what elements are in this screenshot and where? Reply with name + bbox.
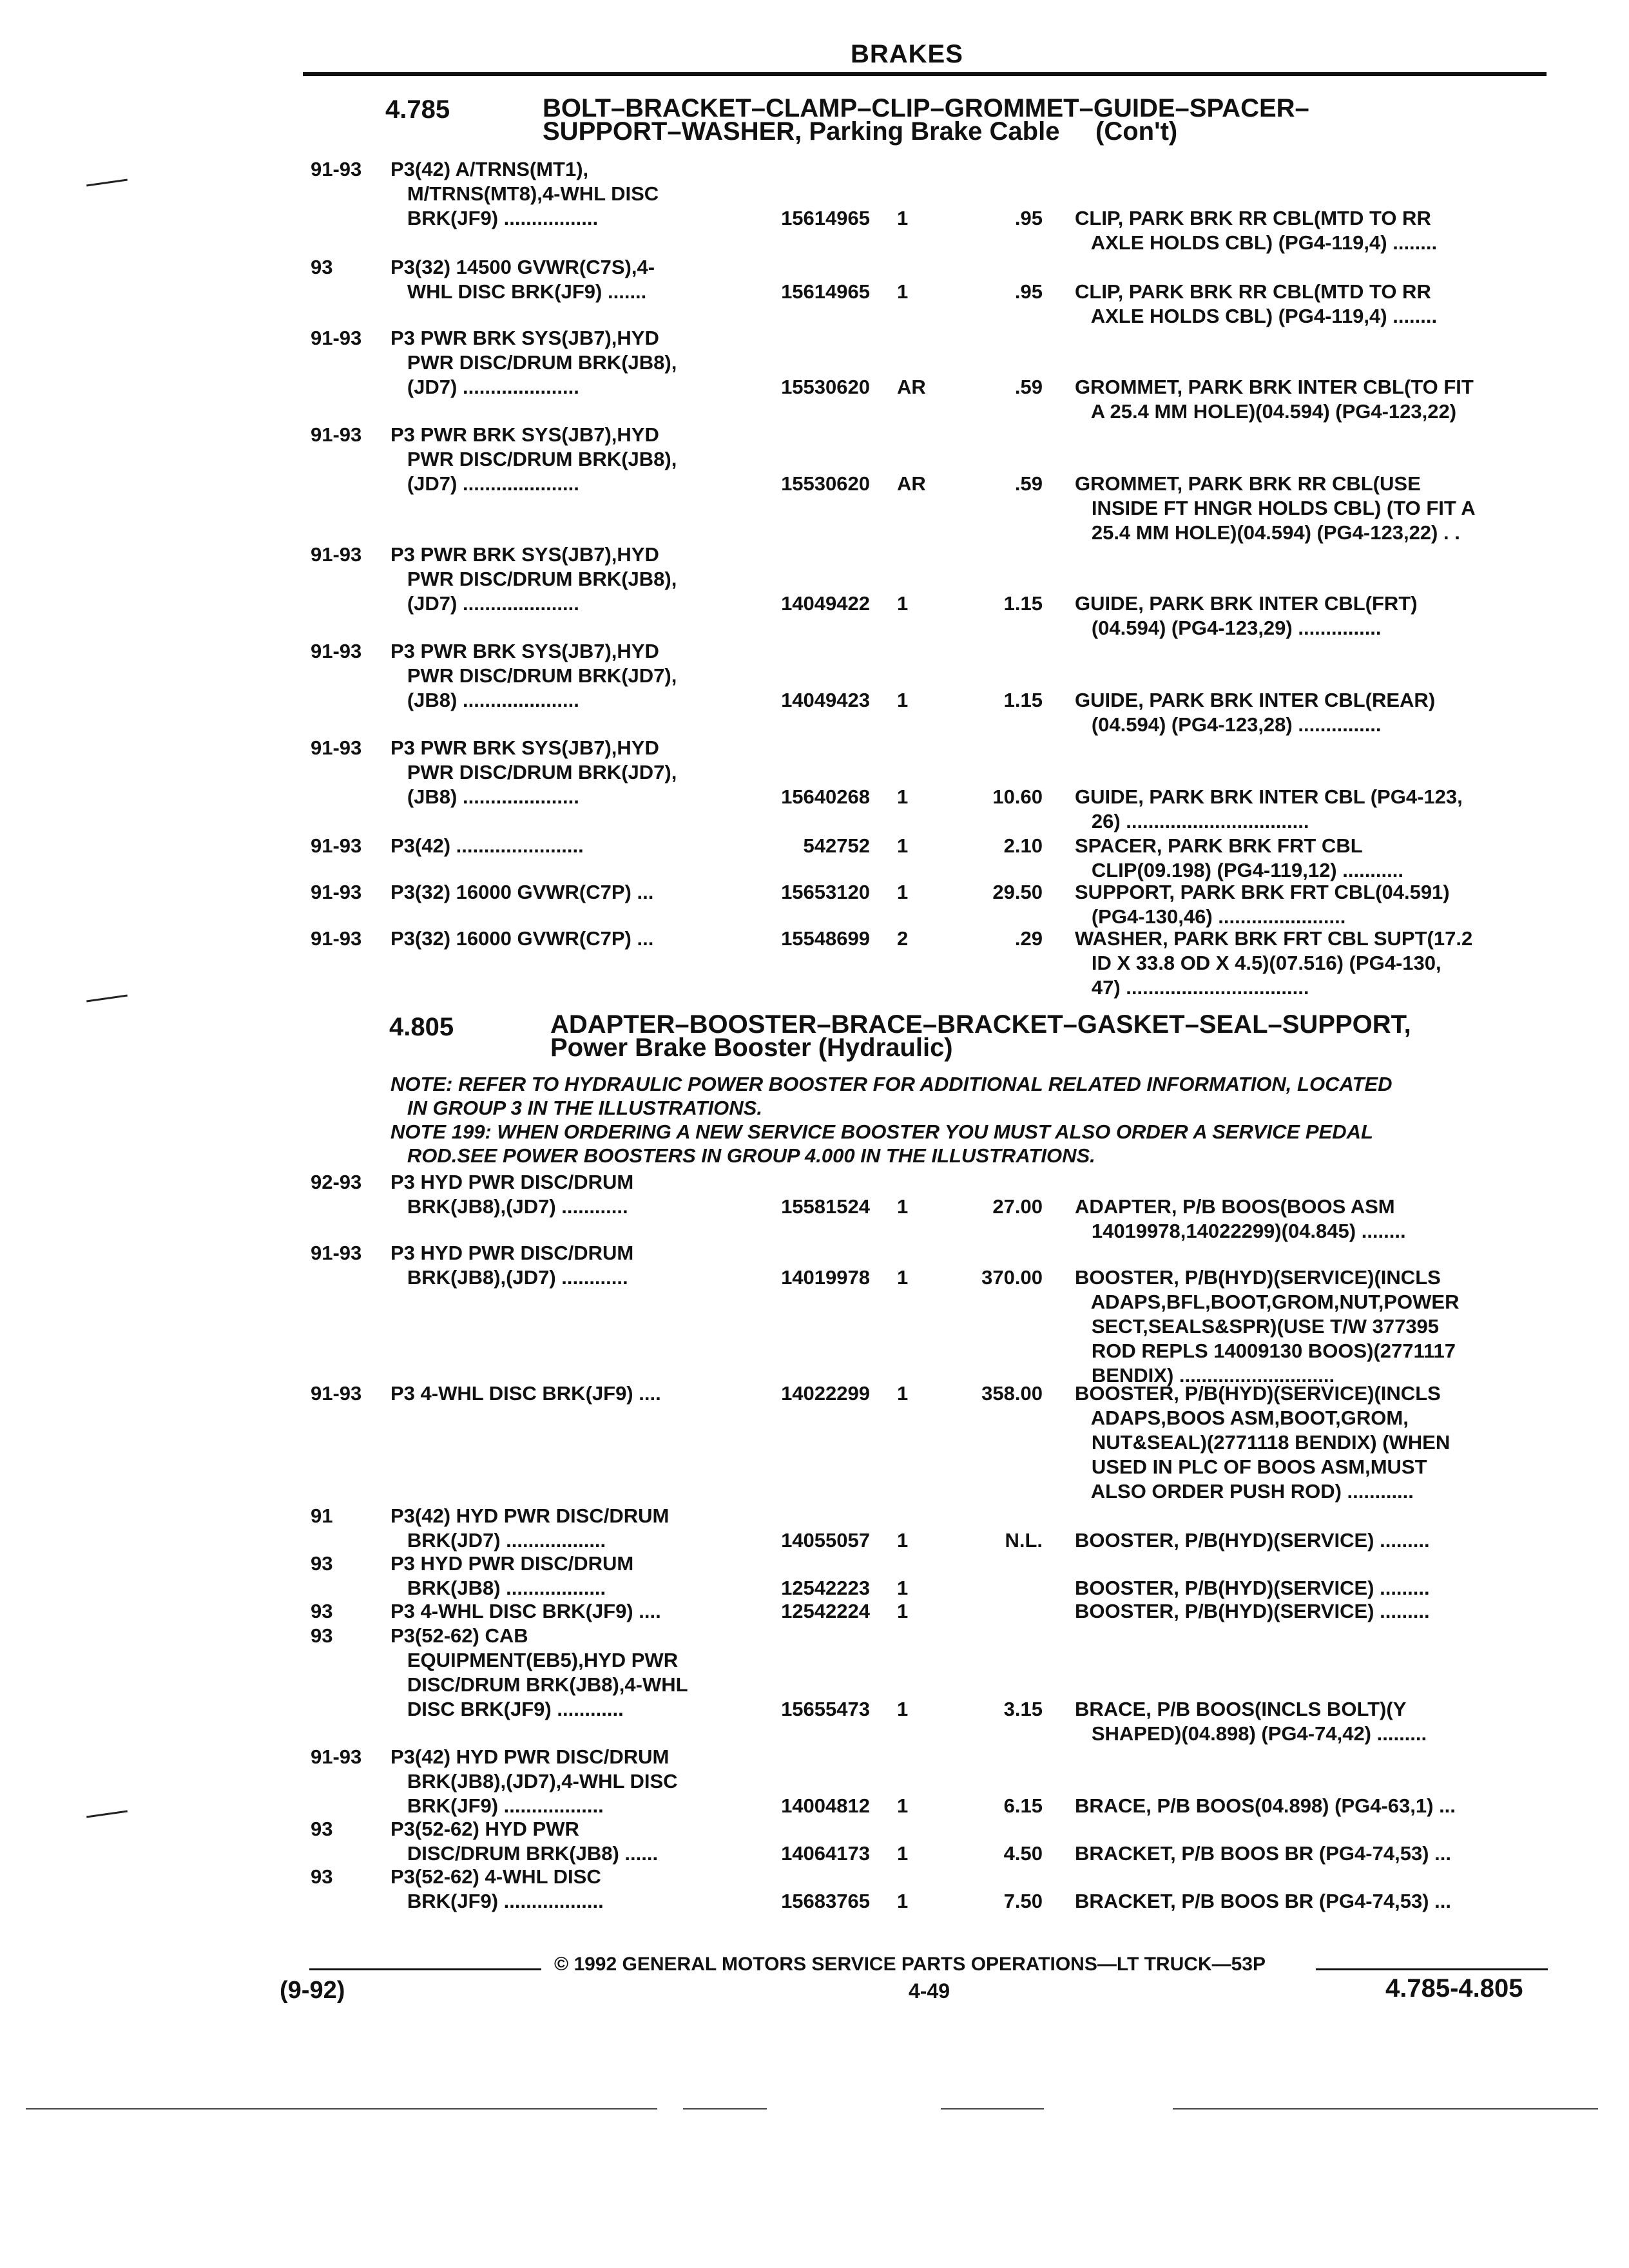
application-desc: P3 PWR BRK SYS(JB7),HYD PWR DISC/DRUM BRK(JB8), (JD7) ..................... xyxy=(390,327,677,398)
quantity: 1 xyxy=(897,207,909,229)
model-year: 93 xyxy=(311,256,333,278)
part-name: CLIP, PARK BRK RR CBL(MTD TO RR AXLE HOLDS CBL) (PG4-119,4) ........ xyxy=(1075,207,1438,254)
part-name: GROMMET, PARK BRK INTER CBL(TO FIT A 25.4 MM HOLE)(04.594) (PG4-123,22) xyxy=(1075,376,1474,423)
part-number: 14049423 xyxy=(781,689,870,711)
model-year: 91-93 xyxy=(311,158,362,180)
part-number: 15581524 xyxy=(781,1195,870,1218)
part-number: 14022299 xyxy=(781,1382,870,1405)
part-number: 15640268 xyxy=(781,785,870,808)
quantity: 2 xyxy=(897,927,909,950)
quantity: 1 xyxy=(897,689,909,711)
application-desc: P3(42) ....................... xyxy=(390,834,584,857)
quantity: 1 xyxy=(897,1698,909,1720)
quantity: AR xyxy=(897,472,926,495)
part-name: BRACKET, P/B BOOS BR (PG4-74,53) ... xyxy=(1075,1842,1451,1865)
quantity: 1 xyxy=(897,834,909,857)
model-year: 91-93 xyxy=(311,736,362,759)
price: 7.50 xyxy=(1003,1890,1043,1912)
margin-mark xyxy=(86,1811,128,1818)
application-desc: P3 PWR BRK SYS(JB7),HYD PWR DISC/DRUM BRK(JD7), (JB8) ..................... xyxy=(390,640,677,711)
part-number: 15530620 xyxy=(781,376,870,398)
application-desc: P3 PWR BRK SYS(JB7),HYD PWR DISC/DRUM BRK(JD7), (JB8) ..................... xyxy=(390,736,677,808)
price: .95 xyxy=(1014,207,1043,229)
footer-date-code: (9-92) xyxy=(280,1977,345,2004)
part-name: GUIDE, PARK BRK INTER CBL(FRT) (04.594) (PG4-123,29) ............... xyxy=(1075,592,1418,639)
part-number: 15614965 xyxy=(781,207,870,229)
model-year: 93 xyxy=(311,1624,333,1647)
model-year: 91-93 xyxy=(311,1745,362,1768)
price: 4.50 xyxy=(1003,1842,1043,1865)
quantity: 1 xyxy=(897,1890,909,1912)
footer-rule-right xyxy=(1316,1968,1548,1970)
application-desc: P3(32) 16000 GVWR(C7P) ... xyxy=(390,881,654,903)
application-desc: P3 HYD PWR DISC/DRUM BRK(JB8),(JD7) ............ xyxy=(390,1171,634,1218)
part-name: BOOSTER, P/B(HYD)(SERVICE) ......... xyxy=(1075,1529,1430,1552)
part-name: BRACKET, P/B BOOS BR (PG4-74,53) ... xyxy=(1075,1890,1451,1912)
part-number: 15548699 xyxy=(781,927,870,950)
price: .59 xyxy=(1014,472,1043,495)
part-number: 542752 xyxy=(803,834,870,857)
application-desc: P3(32) 14500 GVWR(C7S),4- WHL DISC BRK(JF9) ....... xyxy=(390,256,655,303)
quantity: 1 xyxy=(897,1600,909,1622)
part-number: 15614965 xyxy=(781,280,870,303)
model-year: 93 xyxy=(311,1865,333,1888)
model-year: 93 xyxy=(311,1600,333,1622)
price: 358.00 xyxy=(981,1382,1043,1405)
footer-section-range: 4.785-4.805 xyxy=(1385,1974,1523,2003)
footer-copyright: © 1992 GENERAL MOTORS SERVICE PARTS OPERATIONS—LT TRUCK—53P xyxy=(554,1954,1266,1975)
quantity: 1 xyxy=(897,1266,909,1289)
scan-rule xyxy=(941,2108,1044,2109)
section-number: 4.785 xyxy=(385,95,450,124)
quantity: 1 xyxy=(897,1842,909,1865)
quantity: 1 xyxy=(897,1382,909,1405)
margin-mark xyxy=(86,179,128,187)
application-desc: P3(42) A/TRNS(MT1), M/TRNS(MT8),4-WHL DISC BRK(JF9) ................. xyxy=(390,158,659,229)
scan-rule xyxy=(683,2108,767,2109)
price: 2.10 xyxy=(1003,834,1043,857)
quantity: AR xyxy=(897,376,926,398)
quantity: 1 xyxy=(897,881,909,903)
part-number: 14055057 xyxy=(781,1529,870,1552)
quantity: 1 xyxy=(897,1195,909,1218)
model-year: 91-93 xyxy=(311,927,362,950)
margin-mark xyxy=(86,995,128,1003)
price: .59 xyxy=(1014,376,1043,398)
price: 1.15 xyxy=(1003,592,1043,615)
model-year: 91-93 xyxy=(311,834,362,857)
price: 6.15 xyxy=(1003,1794,1043,1817)
model-year: 91-93 xyxy=(311,640,362,662)
quantity: 1 xyxy=(897,592,909,615)
model-year: 91-93 xyxy=(311,543,362,566)
model-year: 91-93 xyxy=(311,327,362,349)
part-name: WASHER, PARK BRK FRT CBL SUPT(17.2 ID X 33.8 OD X 4.5)(07.516) (PG4-130, 47) ................................. xyxy=(1075,927,1473,999)
part-name: BOOSTER, P/B(HYD)(SERVICE)(INCLS ADAPS,BFL,BOOT,GROM,NUT,POWER SECT,SEALS&SPR)(USE T/W 377395 ROD REPLS 14009130 BOOS)(2771117 BENDIX) ............................ xyxy=(1075,1266,1460,1387)
price: 1.15 xyxy=(1003,689,1043,711)
model-year: 91 xyxy=(311,1504,333,1527)
price: .95 xyxy=(1014,280,1043,303)
price: 370.00 xyxy=(981,1266,1043,1289)
header-rule xyxy=(303,72,1547,76)
section-number: 4.805 xyxy=(389,1013,454,1041)
part-name: ADAPTER, P/B BOOS(BOOS ASM 14019978,14022299)(04.845) ........ xyxy=(1075,1195,1406,1242)
part-name: GUIDE, PARK BRK INTER CBL(REAR) (04.594) (PG4-123,28) ............... xyxy=(1075,689,1436,736)
application-desc: P3 4-WHL DISC BRK(JF9) .... xyxy=(390,1382,661,1405)
price: .29 xyxy=(1014,927,1043,950)
quantity: 1 xyxy=(897,785,909,808)
quantity: 1 xyxy=(897,1577,909,1599)
part-name: CLIP, PARK BRK RR CBL(MTD TO RR AXLE HOLDS CBL) (PG4-119,4) ........ xyxy=(1075,280,1438,327)
model-year: 91-93 xyxy=(311,1242,362,1264)
part-number: 14049422 xyxy=(781,592,870,615)
application-desc: P3(52-62) CAB EQUIPMENT(EB5),HYD PWR DISC/DRUM BRK(JB8),4-WHL DISC BRK(JF9) ............ xyxy=(390,1624,688,1720)
page-header-title: BRAKES xyxy=(851,40,963,68)
section-title: ADAPTER–BOOSTER–BRACE–BRACKET–GASKET–SEAL–SUPPORT, Power Brake Booster (Hydraulic) xyxy=(550,1010,1411,1062)
application-desc: P3(32) 16000 GVWR(C7P) ... xyxy=(390,927,654,950)
application-desc: P3 PWR BRK SYS(JB7),HYD PWR DISC/DRUM BRK(JB8), (JD7) ..................... xyxy=(390,423,677,495)
model-year: 91-93 xyxy=(311,1382,362,1405)
application-desc: P3(52-62) HYD PWR DISC/DRUM BRK(JB8) ...... xyxy=(390,1818,659,1865)
note-text: NOTE 199: WHEN ORDERING A NEW SERVICE BOOSTER YOU MUST ALSO ORDER A SERVICE PEDAL ROD.SEE POWER BOOSTERS IN GROUP 4.000 IN THE ILLUSTRATIONS. xyxy=(390,1120,1373,1167)
part-name: BRACE, P/B BOOS(INCLS BOLT)(Y SHAPED)(04.898) (PG4-74,42) ......... xyxy=(1075,1698,1427,1745)
price: 10.60 xyxy=(992,785,1043,808)
quantity: 1 xyxy=(897,1794,909,1817)
application-desc: P3 PWR BRK SYS(JB7),HYD PWR DISC/DRUM BRK(JB8), (JD7) ..................... xyxy=(390,543,677,615)
model-year: 93 xyxy=(311,1552,333,1575)
part-number: 14019978 xyxy=(781,1266,870,1289)
price: 29.50 xyxy=(992,881,1043,903)
application-desc: P3(52-62) 4-WHL DISC BRK(JF9) .................. xyxy=(390,1865,604,1912)
part-name: GROMMET, PARK BRK RR CBL(USE INSIDE FT HNGR HOLDS CBL) (TO FIT A 25.4 MM HOLE)(04.594) (PG4-123,22) . . xyxy=(1075,472,1476,544)
part-name: SPACER, PARK BRK FRT CBL CLIP(09.198) (PG4-119,12) ........... xyxy=(1075,834,1403,881)
part-number: 12542224 xyxy=(781,1600,870,1622)
part-number: 15655473 xyxy=(781,1698,870,1720)
model-year: 91-93 xyxy=(311,423,362,446)
model-year: 91-93 xyxy=(311,881,362,903)
application-desc: P3 HYD PWR DISC/DRUM BRK(JB8),(JD7) ............ xyxy=(390,1242,634,1289)
application-desc: P3 HYD PWR DISC/DRUM BRK(JB8) .................. xyxy=(390,1552,634,1599)
footer-rule-left xyxy=(309,1968,541,1970)
application-desc: P3(42) HYD PWR DISC/DRUM BRK(JB8),(JD7),4-WHL DISC BRK(JF9) .................. xyxy=(390,1745,678,1817)
part-number: 15530620 xyxy=(781,472,870,495)
application-desc: P3 4-WHL DISC BRK(JF9) .... xyxy=(390,1600,661,1622)
quantity: 1 xyxy=(897,280,909,303)
part-number: 15653120 xyxy=(781,881,870,903)
note-text: NOTE: REFER TO HYDRAULIC POWER BOOSTER FOR ADDITIONAL RELATED INFORMATION, LOCATED IN GROUP 3 IN THE ILLUSTRATIONS. xyxy=(390,1073,1393,1119)
part-name: BOOSTER, P/B(HYD)(SERVICE)(INCLS ADAPS,BOOS ASM,BOOT,GROM, NUT&SEAL)(2771118 BENDIX) (WHEN USED IN PLC OF BOOS ASM,MUST ALSO ORDER PUSH ROD) ............ xyxy=(1075,1382,1451,1503)
part-name: BOOSTER, P/B(HYD)(SERVICE) ......... xyxy=(1075,1577,1430,1599)
section-title: BOLT–BRACKET–CLAMP–CLIP–GROMMET–GUIDE–SPACER– SUPPORT–WASHER, Parking Brake Cable (Con't) xyxy=(543,94,1309,146)
part-name: BOOSTER, P/B(HYD)(SERVICE) ......... xyxy=(1075,1600,1430,1622)
price: N.L. xyxy=(1005,1529,1043,1552)
model-year: 93 xyxy=(311,1818,333,1840)
part-name: GUIDE, PARK BRK INTER CBL (PG4-123, 26) ................................. xyxy=(1075,785,1463,832)
part-number: 15683765 xyxy=(781,1890,870,1912)
part-number: 14004812 xyxy=(781,1794,870,1817)
scan-rule xyxy=(26,2108,657,2109)
scan-rule xyxy=(1173,2108,1598,2109)
application-desc: P3(42) HYD PWR DISC/DRUM BRK(JD7) .................. xyxy=(390,1504,670,1552)
price: 27.00 xyxy=(992,1195,1043,1218)
price: 3.15 xyxy=(1003,1698,1043,1720)
footer-page-number: 4-49 xyxy=(909,1979,950,2003)
model-year: 92-93 xyxy=(311,1171,362,1193)
part-name: BRACE, P/B BOOS(04.898) (PG4-63,1) ... xyxy=(1075,1794,1456,1817)
part-name: SUPPORT, PARK BRK FRT CBL(04.591) (PG4-130,46) ....................... xyxy=(1075,881,1450,928)
quantity: 1 xyxy=(897,1529,909,1552)
part-number: 12542223 xyxy=(781,1577,870,1599)
part-number: 14064173 xyxy=(781,1842,870,1865)
